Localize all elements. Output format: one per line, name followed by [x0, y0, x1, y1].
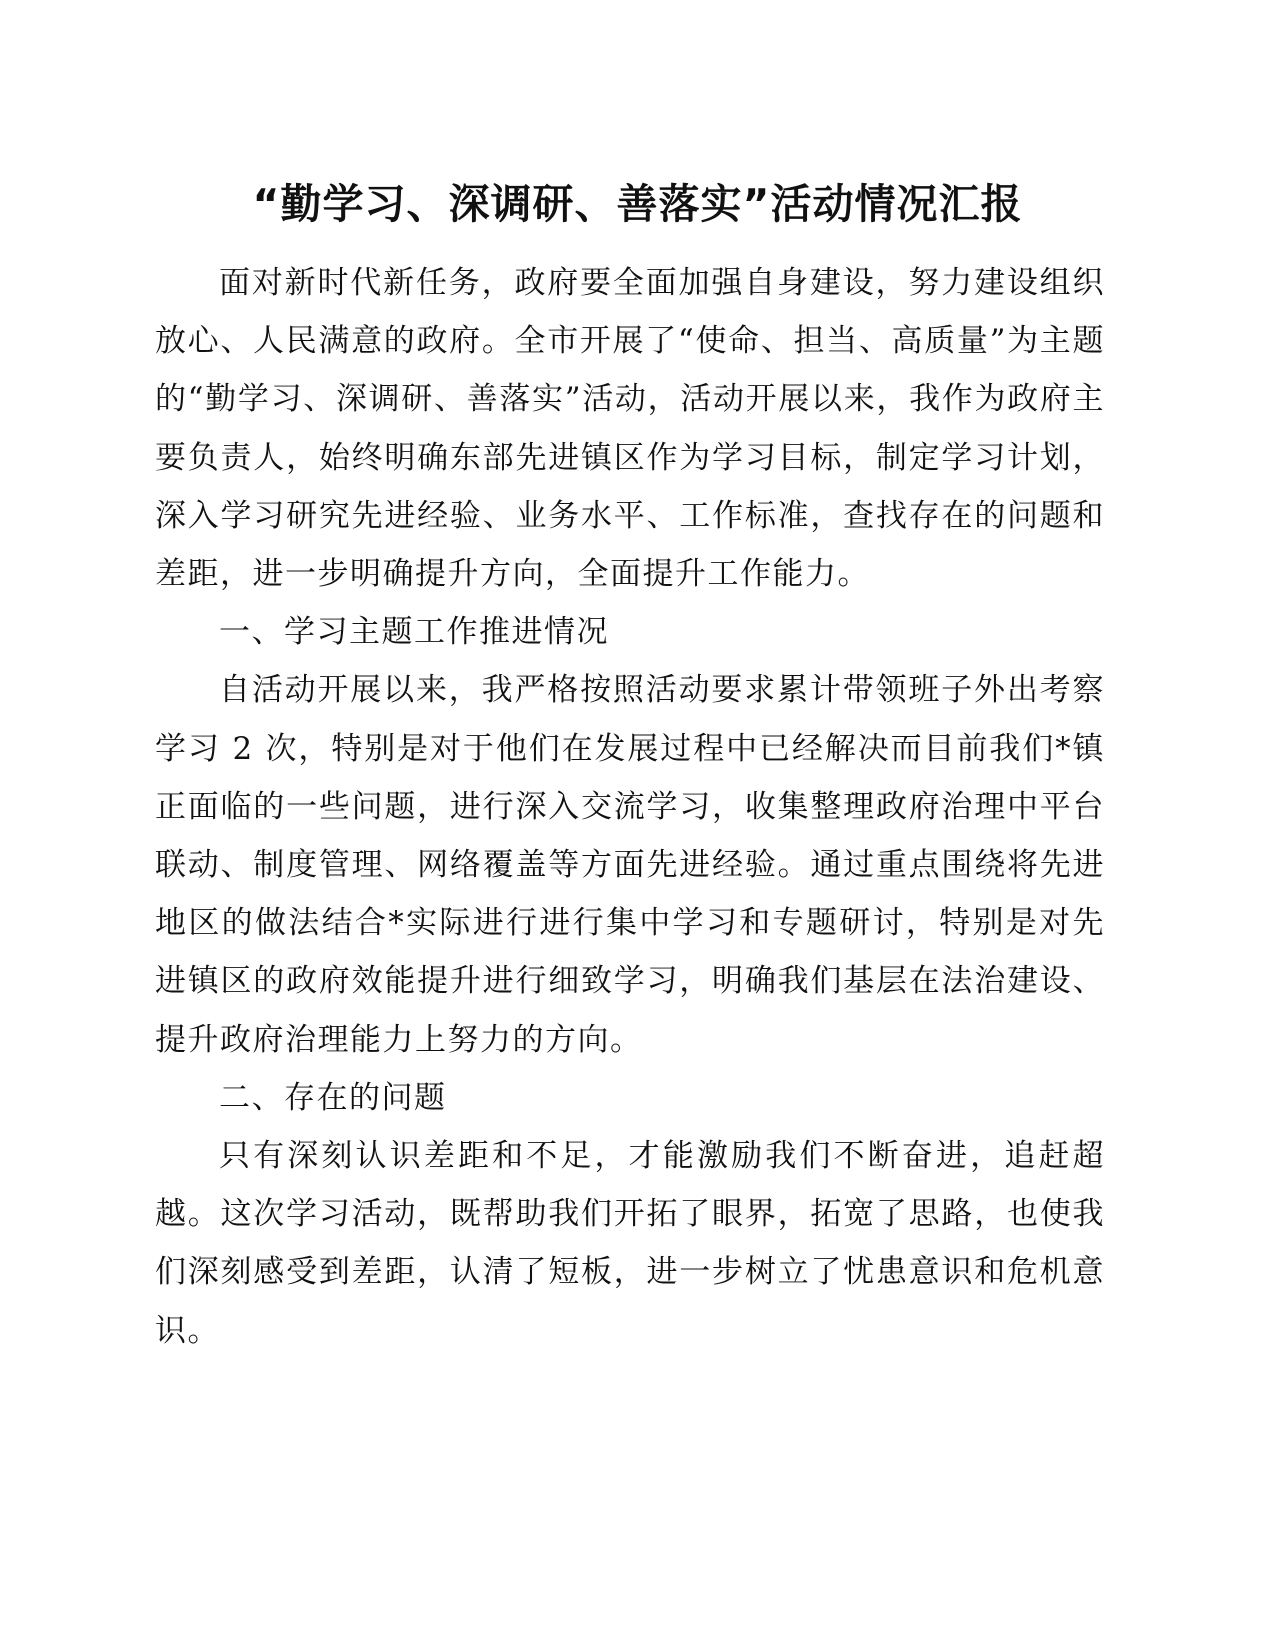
section-2-paragraph: 只有深刻认识差距和不足，才能激励我们不断奋进，追赶超越。这次学习活动，既帮助我们开拓了眼界，拓宽了思路，也使我们深刻感受到差距，认清了短板，进一步树立了忧患意识和危机意识。 — [155, 1138, 1105, 1349]
section-heading-2: 二、存在的问题 — [219, 1079, 447, 1116]
section-heading-1: 一、学习主题工作推进情况 — [219, 614, 609, 651]
document-body — [155, 254, 1105, 1360]
section-1-paragraph: 自活动开展以来，我严格按照活动要求累计带领班子外出考察学习 2 次，特别是对于他们在发展过程中已经解决而目前我们*镇正面临的一些问题，进行深入交流学习，收集整理政府治理中平台联动、制度管理、网络覆盖等方面先进经验。通过重点围绕将先进地区的做法结合*实际进行进行集中学习和专题研讨，特别是对先进镇区的政府效能提升进行细致学习，明确我们基层在法治建设、提升政府治理能力上努力的方向。 — [155, 672, 1105, 1058]
intro-paragraph: 面对新时代新任务，政府要全面加强自身建设，努力建设组织放心、人民满意的政府。全市开展了“使命、担当、高质量”为主题的“勤学习、深调研、善落实”活动，活动开展以来，我作为政府主要负责人，始终明确东部先进镇区作为学习目标，制定学习计划，深入学习研究先进经验、业务水平、工作标准，查找存在的问题和差距，进一步明确提升方向，全面提升工作能力。 — [155, 265, 1105, 593]
document-title: “勤学习、深调研、善落实”活动情况汇报 — [252, 180, 1023, 228]
